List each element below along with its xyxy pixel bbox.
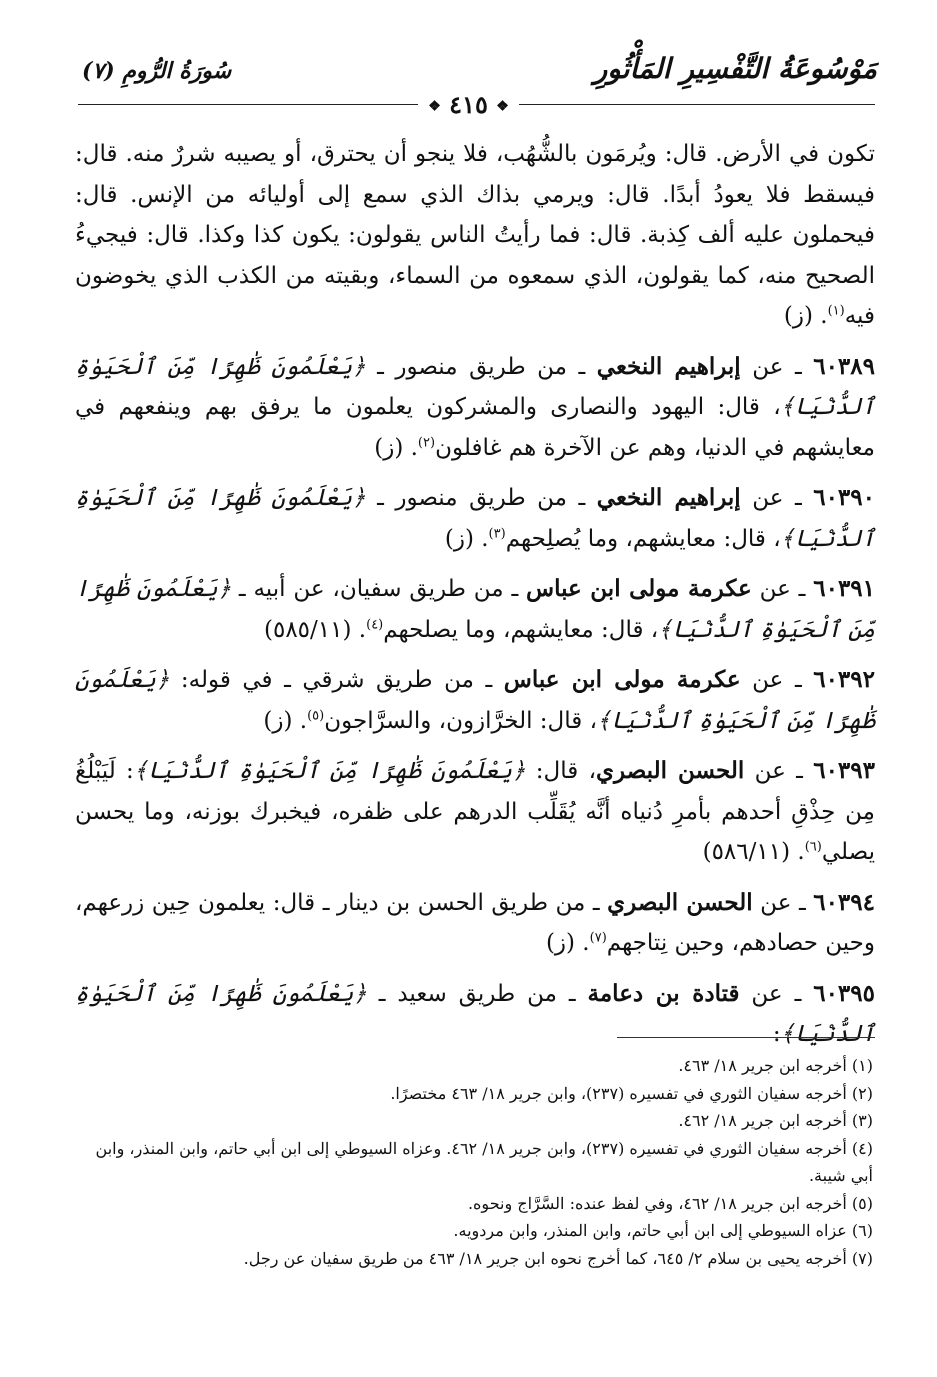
chain-text: ، قال:	[525, 758, 597, 784]
intro-paragraph	[75, 134, 875, 337]
entry	[75, 478, 875, 559]
narrator-name: عكرمة مولى ابن عباس	[526, 575, 752, 602]
narrator-name: الحسن البصري	[607, 888, 753, 916]
quran-quote: ﴿يَعْلَمُونَ ظَٰهِرًا مِّنَ ٱلْحَيَوٰةِ ٱلدُّنْيَا﴾	[75, 353, 875, 420]
footnote: (٣) أخرجه ابن جرير ١٨/ ٤٦٢.	[678, 1111, 873, 1130]
footnote-ref: (١)	[827, 303, 845, 319]
footnote-ref: (٣)	[488, 525, 506, 541]
ornament-icon: ❖	[496, 98, 509, 115]
entry-connector: ـ عن	[739, 980, 814, 1007]
entry-connector: ـ عن	[752, 889, 814, 916]
quran-quote: ﴿يَعْلَمُونَ ظَٰهِرًا مِّنَ ٱلْحَيَوٰةِ ٱلدُّنْيَا﴾	[133, 758, 526, 784]
entry-connector: ـ عن	[740, 667, 814, 693]
footnote-ref: (٤)	[366, 616, 384, 632]
narrator-name: إبراهيم النخعي	[596, 484, 741, 511]
intro-line: قال: فيسقط فلا يعودُ أبدًا. قال: ويرمي بذاك الذي سمع إلى أوليائه من الإنس.	[75, 141, 875, 208]
entry-connector: ـ عن	[751, 576, 814, 602]
page-number: ٤١٥	[449, 90, 488, 119]
source-tag: . (ز)	[545, 930, 590, 956]
footnote-ref: (٢)	[417, 434, 436, 450]
chain-text: ـ من طريق الحسن بن دينار ـ	[315, 889, 608, 916]
page-number-block	[418, 90, 519, 119]
intro-line: الذي يخوضون فيه	[75, 262, 875, 329]
narrator-name: الحسن البصري	[596, 757, 745, 784]
quran-quote: ﴿يَعْلَمُونَ ظَٰهِرًا مِّنَ ٱلْحَيَوٰةِ ٱلدُّنْيَا﴾	[75, 667, 875, 734]
entry-connector: ـ عن	[740, 353, 814, 380]
entry-number: ٦٠٣٩٥	[813, 979, 875, 1007]
source-tag: . (ز)	[783, 303, 828, 329]
footnote-ref: (٧)	[589, 930, 607, 946]
narrator-name: عكرمة مولى ابن عباس	[503, 666, 741, 693]
entry-number: ٦٠٣٨٩	[813, 352, 875, 380]
main-text	[75, 134, 875, 1055]
entry-number: ٦٠٣٩٣	[813, 757, 875, 784]
entry-body: : لَيَبْلُغُ مِن حِذْقِ أحدهم بأمرِ دُنياه أنَّه يُقَلِّب الدرهم على ظفره، فيخبرك بوزنه، وما يحسن يصلي	[75, 758, 875, 865]
quran-quote: ﴿يَعْلَمُونَ ظَٰهِرًا مِّنَ ٱلْحَيَوٰةِ ٱلدُّنْيَا﴾	[75, 576, 875, 643]
entry-body: ، قال: اليهود والنصارى والمشركون يعلمون ما يرفق بهم وينفعهم في معايشهم في الدنيا، وهم عن الآخرة هم غافلون	[75, 394, 875, 461]
footnote-rule	[617, 1037, 875, 1038]
entry	[75, 751, 875, 873]
book-title: مَوْسُوعَةُ التَّفْسِيرِ المَأْثُورِ	[593, 52, 877, 85]
entry	[75, 660, 875, 741]
entry-body: ، قال: الخرَّازون، والسرَّاجون	[324, 707, 597, 734]
narrator-name: إبراهيم النخعي	[596, 352, 741, 380]
chain-text: ـ من طريق سفيان، عن أبيه ـ	[231, 576, 527, 602]
source-tag: . (ز)	[263, 707, 308, 734]
quran-quote: ﴿يَعْلَمُونَ ظَٰهِرًا مِّنَ ٱلْحَيَوٰةِ ٱلدُّنْيَا﴾	[75, 485, 875, 552]
entry-number: ٦٠٣٩٤	[813, 888, 875, 916]
chain-text: ـ من طريق منصور ـ	[365, 485, 597, 511]
entry-number: ٦٠٣٩٢	[813, 666, 875, 693]
entry	[75, 883, 875, 964]
chain-text: ـ من طريق منصور ـ	[365, 353, 597, 380]
quran-quote: ﴿يَعْلَمُونَ ظَٰهِرًا مِّنَ ٱلْحَيَوٰةِ ٱلدُّنْيَا﴾	[75, 980, 875, 1047]
ornament-icon: ❖	[428, 98, 441, 115]
intro-line: قال: فيجيءُ الصحيح منه، كما يقولون، الذي سمعوه من السماء، وبقيته من الكذب	[75, 222, 876, 289]
footnote-ref: (٦)	[804, 839, 822, 855]
entry-connector: ـ عن	[740, 485, 814, 511]
footnotes	[78, 1052, 873, 1272]
intro-line: تكون في الأرض. قال: ويُرمَون بالشُّهُب، فلا ينجو أن يحترق، أو يصيبه شررٌ منه.	[125, 141, 875, 167]
footnote: (٤) أخرجه سفيان الثوري في تفسيره (٢٣٧)، وابن جرير ١٨/ ٤٦٢. وعزاه السيوطي إلى ابن أبي حاتم، وابن المنذر، وابن أبي شيبة.	[95, 1138, 873, 1185]
footnote: (١) أخرجه ابن جرير ١٨/ ٤٦٣.	[678, 1056, 873, 1075]
entry-number: ٦٠٣٩٠	[813, 484, 875, 511]
footnote: (٦) عزاه السيوطي إلى ابن أبي حاتم، وابن المنذر، وابن مردويه.	[453, 1221, 873, 1240]
footnote: (٧) أخرجه يحيى بن سلام ٢/ ٦٤٥، كما أخرج نحوه ابن جرير ١٨/ ٤٦٣ من طريق سفيان عن رجل.	[243, 1248, 873, 1268]
surah-title: سُورَةُ الرُّومِ (٧)	[82, 58, 232, 84]
footnote-ref: (٥)	[307, 707, 325, 723]
source-tag: . (ز)	[374, 434, 418, 461]
source-tag: . (٥٨٥/١١)	[263, 616, 367, 643]
entry-connector: ـ عن	[744, 758, 814, 784]
source-tag: . (٥٨٦/١١)	[702, 839, 805, 865]
chain-text: ـ من طريق سعيد ـ	[366, 980, 588, 1007]
entry	[75, 569, 875, 650]
source-tag: . (ز)	[444, 525, 489, 552]
entry	[75, 974, 875, 1055]
chain-text: ـ من طريق شرقي ـ في قوله:	[169, 667, 504, 693]
entry-body: قال: يعلمون حِين زرعهم، وحين حصادهم، وحين نِتاجهم	[75, 889, 875, 956]
entry-number: ٦٠٣٩١	[813, 575, 876, 602]
entry	[75, 347, 875, 469]
entry-body: :	[772, 1021, 781, 1047]
footnote: (٢) أخرجه سفيان الثوري في تفسيره (٢٣٧)، وابن جرير ١٨/ ٤٦٣ مختصرًا.	[390, 1083, 873, 1103]
narrator-name: قتادة بن دعامة	[587, 979, 740, 1007]
entry-body: ، قال: معايشهم، وما يُصلِحهم	[505, 525, 781, 552]
footnote: (٥) أخرجه ابن جرير ١٨/ ٤٦٢، وفي لفظ عنده: السَّرَّاج ونحوه.	[467, 1193, 873, 1213]
intro-line: قال: فيحملون عليه ألف كِذبة. قال: فما رأيتُ الناس يقولون: يكون كذا وكذا.	[75, 181, 875, 248]
entry-body: ، قال: معايشهم، وما يصلحهم	[383, 616, 659, 643]
